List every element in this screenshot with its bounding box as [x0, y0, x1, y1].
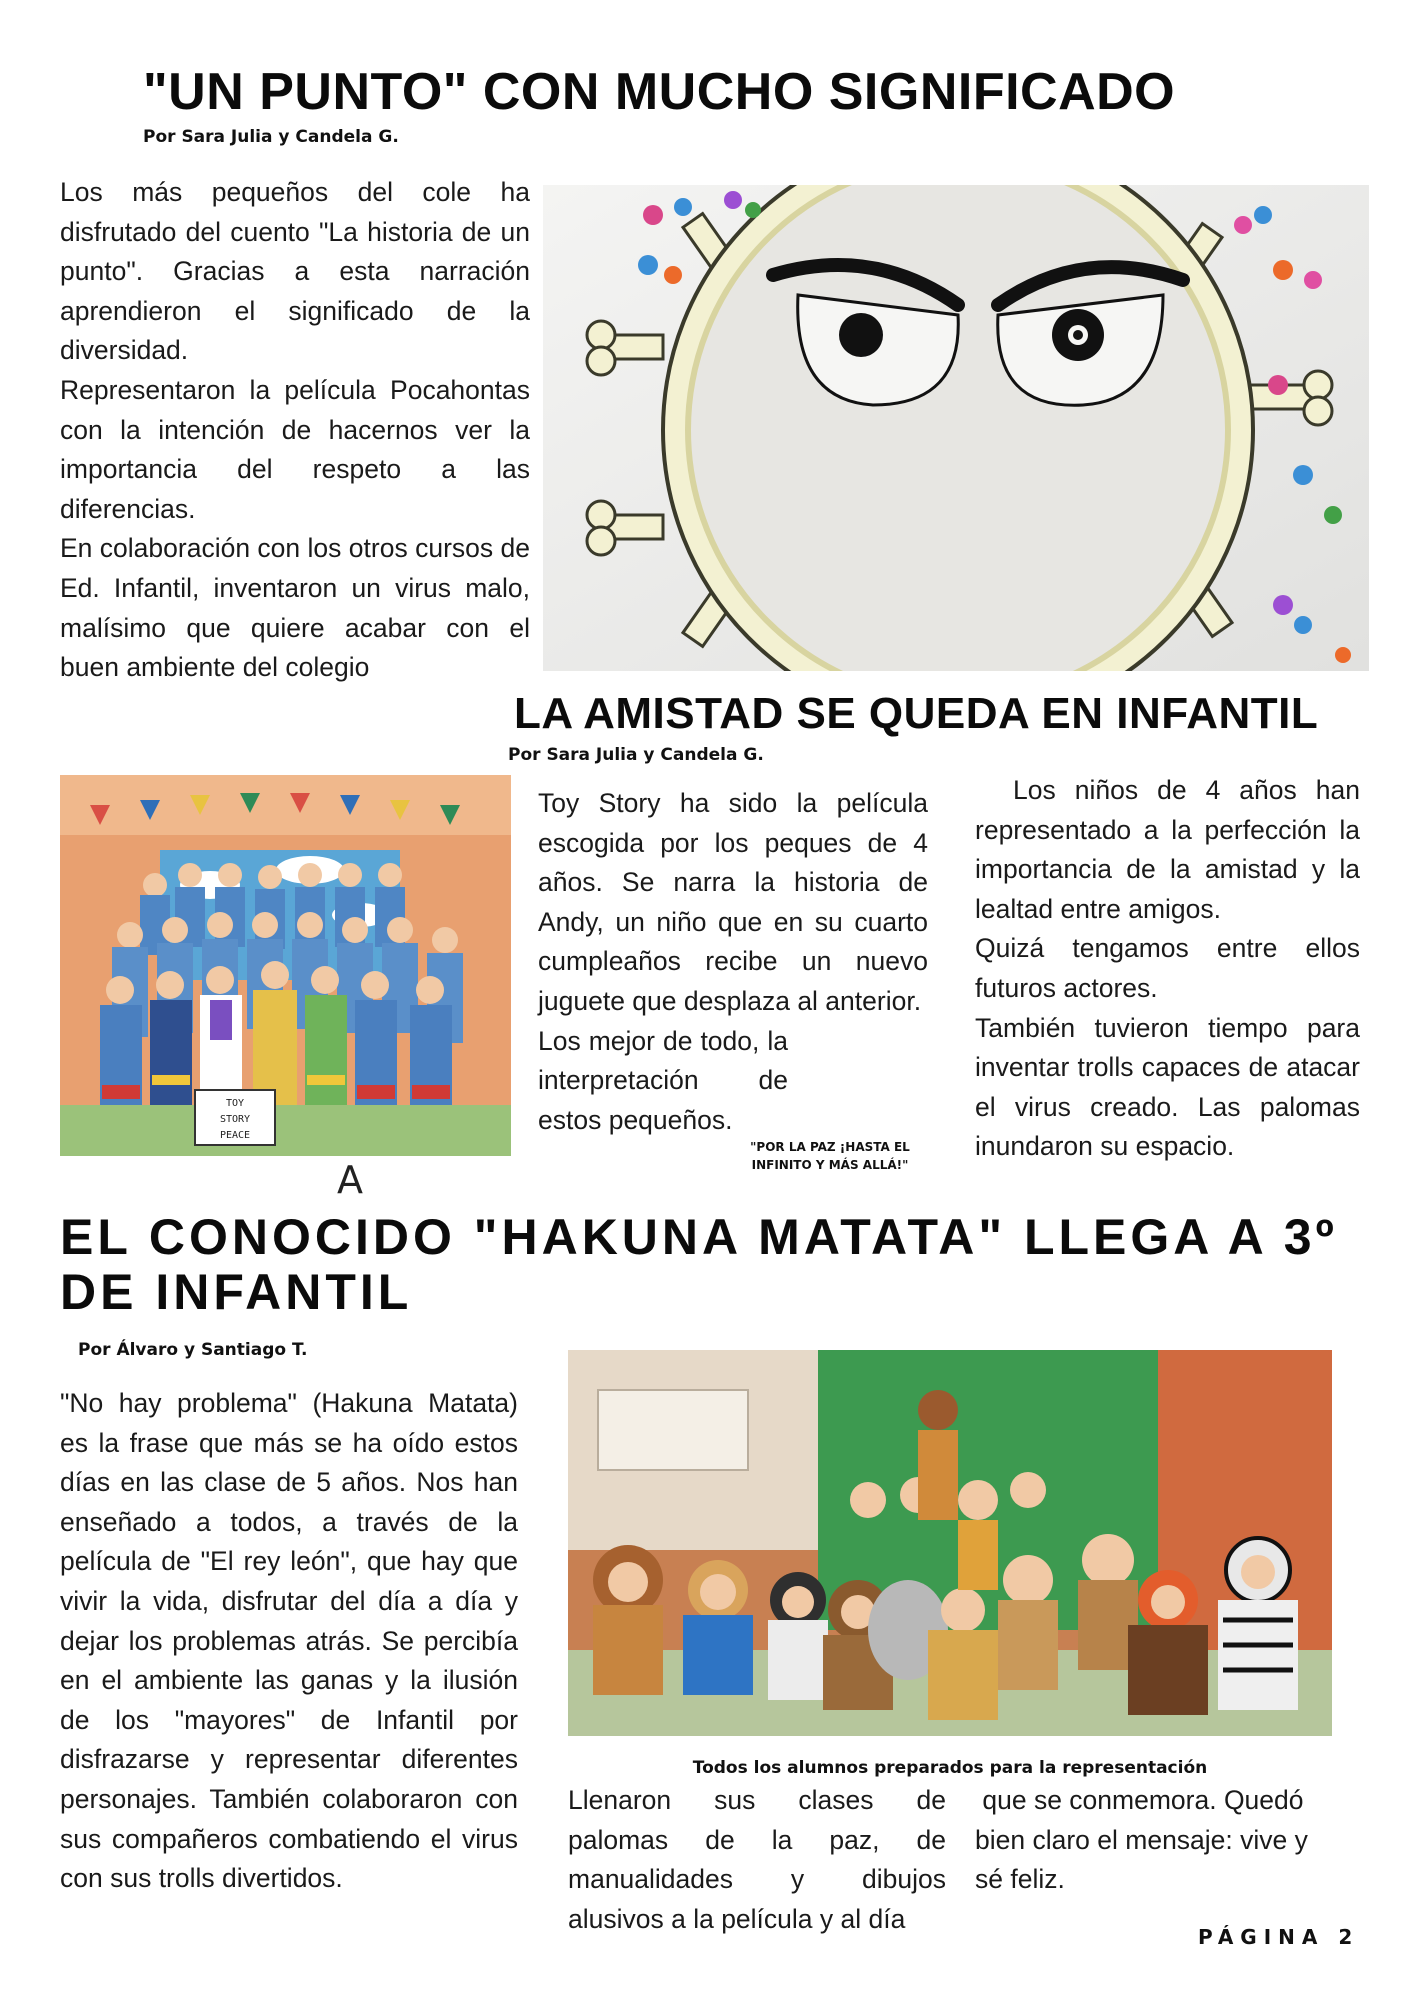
lion-king-photo-caption: Todos los alumnos preparados para la representación — [692, 1758, 1208, 1778]
article1-title: "UN PUNTO" CON MUCHO SIGNIFICADO — [143, 63, 1176, 121]
toy-story-group-illustration — [60, 775, 511, 1156]
peace-quote: "POR LA PAZ ¡HASTA EL INFINITO Y MÁS ALLÁ!" — [750, 1140, 910, 1172]
toy-story-class-photo — [60, 775, 511, 1156]
photo-sign-line-3: PEACE — [219, 1130, 251, 1141]
article2-col1-paragraph-2: Los mejor de todo, la interpretación de estos pequeños. — [538, 1025, 788, 1135]
article1-paragraph-1: Los más pequeños del cole ha disfrutado del cuento "La historia de un punto". Gracias a esta narración aprendieron el significado de la diversidad. — [60, 177, 530, 366]
article1-paragraph-2: Representaron la película Pocahontas con la intención de hacernos ver la importancia del respeto a las diferencias. — [60, 374, 530, 524]
article3-body — [60, 1384, 518, 1899]
article2-col2-paragraph-3: También tuvieron tiempo para inventar trolls capaces de atacar el virus creado. Las palomas inundaron su espacio. — [975, 1012, 1360, 1162]
article1-paragraph-3: En colaboración con los otros cursos de Ed. Infantil, inventaron un virus malo, malísimo que quiere acabar con el buen ambiente del colegio — [60, 533, 530, 683]
article2-col1-paragraph-1: Toy Story ha sido la película escogida por los peques de 4 años. Se narra la historia de Andy, un niño que en su cuarto cumpleaños recibe un nuevo juguete que desplaza al anterior. — [538, 788, 928, 1016]
photo-sign-line-2: STORY — [219, 1114, 251, 1125]
article1-byline: Por Sara Julia y Candela G. — [143, 127, 399, 147]
article3-column-right: que se conmemora. Quedó bien claro el mensaje: vive y sé feliz. — [975, 1785, 1316, 1895]
photo-sign-line-1: TOY — [225, 1098, 245, 1109]
article3-title: EL CONOCIDO "HAKUNA MATATA" LLEGA A 3º DE INFANTIL — [60, 1209, 1338, 1320]
lion-king-class-photo — [568, 1350, 1332, 1736]
virus-drawing-illustration — [543, 185, 1369, 671]
article2-byline: Por Sara Julia y Candela G. — [508, 745, 764, 765]
virus-drawing-photo — [543, 185, 1369, 671]
page-number: PÁGINA 2 — [1198, 1925, 1360, 1949]
article2-column-1 — [538, 784, 928, 1140]
article2-col2-paragraph-1: Los niños de 4 años han representado a la perfección la importancia de la amistad y la lealtad entre amigos. — [975, 775, 1368, 924]
article3-paragraph-1: "No hay problema" (Hakuna Matata) es la frase que más se ha oído estos días en las clase de 5 años. Nos han enseñado a todos, a través de la película de "El rey león", que hay que vivir la vida, disfrutar del día a día y dejar los problemas atrás. Se percibía en el ambiente las ganas y la ilusión de los "mayores" de Infantil por disfrazarse y representar diferentes personajes. También colaboraron con sus compañeros combatiendo el virus con sus trolls divertidos. — [60, 1388, 518, 1894]
stray-letter: A — [337, 1158, 363, 1202]
article1-body — [60, 173, 530, 688]
article2-title: LA AMISTAD SE QUEDA EN INFANTIL — [514, 689, 1319, 738]
article3-byline: Por Álvaro y Santiago T. — [78, 1340, 308, 1360]
article2-col2-paragraph-2: Quizá tengamos entre ellos futuros actores. — [975, 933, 1360, 1003]
lion-king-group-illustration — [568, 1350, 1332, 1736]
article2-column-2 — [975, 771, 1368, 1167]
article3-column-left: Llenaron sus clases de palomas de la paz, de manualidades y dibujos alusivos a la película y al día — [568, 1785, 946, 1934]
